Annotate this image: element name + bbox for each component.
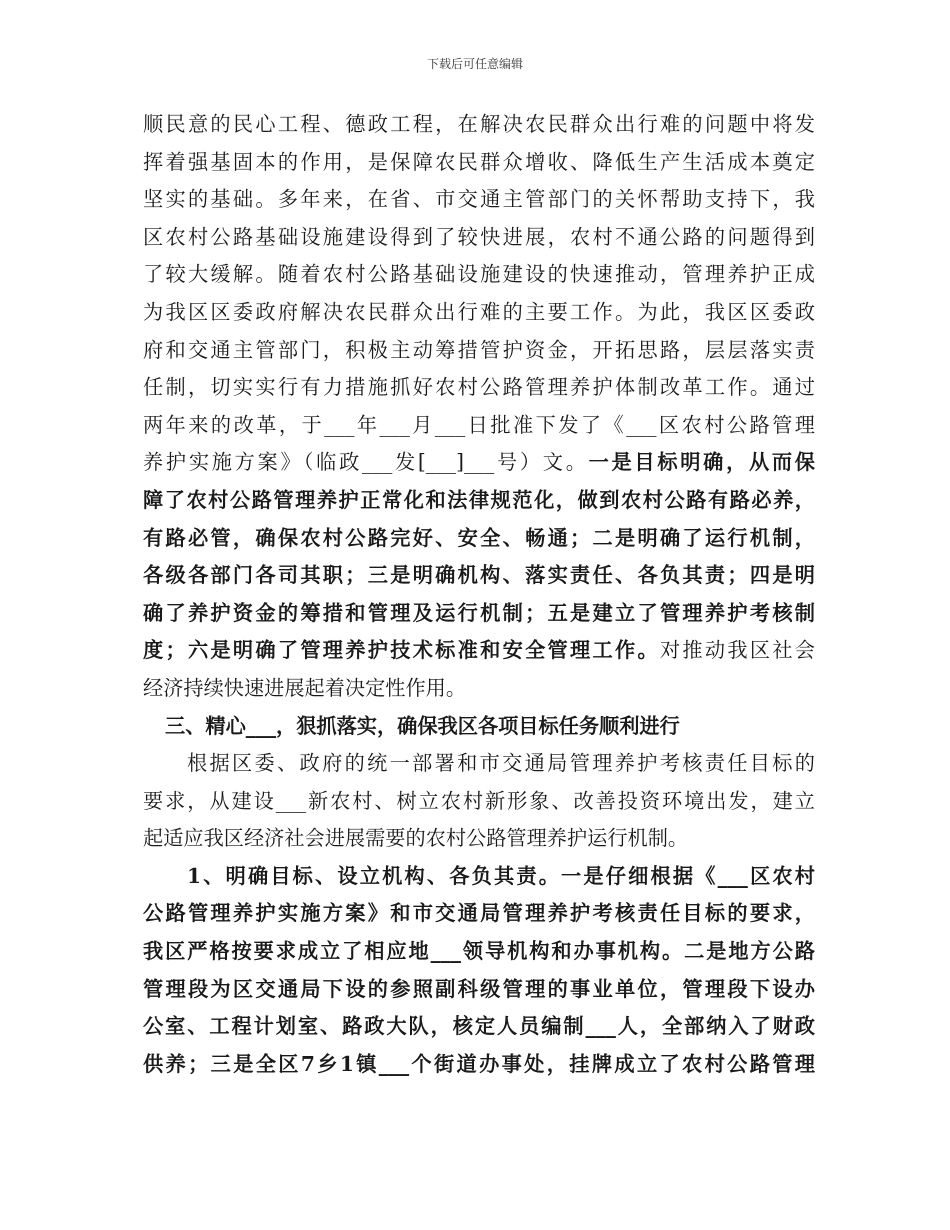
text-line: 起适应我区经济社会进展需要的农村公路管理养护运行机制。: [143, 826, 689, 851]
paragraph-main: [143, 106, 815, 708]
document-body: [143, 106, 815, 1083]
text-segment: 府和交通主管部门，积极主动筹措管护资金，开拓思路，层层落实责: [143, 337, 815, 362]
page-header: 下载后可任意编辑: [426, 57, 523, 71]
text-segment: 顺民意的民心工程、德政工程，在解决农民群众出行难的问题中将发: [143, 112, 815, 136]
bold-segment: 各级各部门各司其职；三是明确机构、落实责任、各负其责；四是明: [143, 563, 815, 588]
text-line-bold: [143, 557, 815, 595]
text-segment: 区农村公路基础设施建设得到了较快进展，农村不通公路的问题得到: [143, 224, 815, 249]
text-line: [143, 369, 815, 407]
text-segment: 对推动我区社会: [659, 638, 815, 663]
text-line: [143, 632, 815, 670]
text-line-bold: 公路管理养护实施方案》和市交通局管理养护考核责任目标的要求，: [143, 901, 815, 926]
text-line: [143, 670, 815, 708]
bold-segment: 有路必管，确保农村公路完好、安全、畅通；二是明确了运行机制，: [143, 525, 815, 550]
text-segment: 养护实施方案》（临政___发[___]___号）文。: [143, 450, 589, 475]
text-segment: 了较大缓解。随着农村公路基础设施建设的快速推动，管理养护正成: [143, 262, 815, 287]
text-line: 根据区委、政府的统一部署和市交通局管理养护考核责任目标的: [187, 751, 815, 776]
text-line-bold: [143, 595, 815, 633]
text-segment: 为我区区委政府解决农民群众出行难的主要工作。为此，我区区委政: [143, 299, 815, 324]
section-heading: 三、精心___，狠抓落实，确保我区各项目标任务顺利进行: [165, 713, 680, 738]
bold-segment: 一是目标明确，从而保: [588, 450, 815, 475]
paragraph-section3: [143, 745, 815, 858]
text-line: [143, 106, 815, 144]
text-segment: 经济持续快速进展起着决定性作用。: [143, 675, 467, 700]
text-line: [143, 256, 815, 294]
text-line: [143, 407, 815, 445]
bold-segment: 确了养护资金的筹措和管理及运行机制；五是建立了管理养护考核制: [143, 600, 815, 625]
text-line: [143, 444, 815, 482]
text-segment: 挥着强基固本的作用，是保障农民群众增收、降低生产生活成本奠定: [143, 149, 815, 174]
text-line: [143, 219, 815, 257]
text-segment: 两年来的改革，于___年___月___日批准下发了《___区农村公路管理: [143, 412, 815, 437]
text-line: [143, 332, 815, 370]
text-line-bold: 公室、工程计划室、路政大队，核定人员编制___人，全部纳入了财政: [143, 1014, 815, 1039]
text-line: [143, 294, 815, 332]
text-line-bold: [143, 520, 815, 558]
text-line-bold: 管理段为区交通局下设的参照副科级管理的事业单位，管理段下设办: [143, 976, 815, 1001]
text-line-bold: 供养；三是全区7乡1镇___个街道办事处，挂牌成立了农村公路管理: [143, 1051, 815, 1076]
bold-segment: 度；六是明确了管理养护技术标准和安全管理工作。: [143, 638, 660, 663]
text-line-bold: 我区严格按要求成立了相应地___领导机构和办事机构。二是地方公路: [143, 939, 815, 964]
paragraph-item1: [143, 858, 815, 1084]
text-segment: 任制，切实实行有力措施抓好农村公路管理养护体制改革工作。通过: [143, 375, 815, 400]
bold-segment: 障了农村公路管理养护正常化和法律规范化，做到农村公路有路必养，: [143, 487, 815, 512]
text-line: 要求，从建设___新农村、树立农村新形象、改善投资环境出发，建立: [143, 788, 815, 813]
text-line: [143, 144, 815, 182]
text-segment: 坚实的基础。多年来，在省、市交通主管部门的关怀帮助支持下，我: [143, 187, 815, 212]
text-line: [143, 181, 815, 219]
text-line-bold: 1、明确目标、设立机构、各负其责。一是仔细根据《___区农村: [187, 863, 815, 888]
text-line-bold: [143, 482, 815, 520]
